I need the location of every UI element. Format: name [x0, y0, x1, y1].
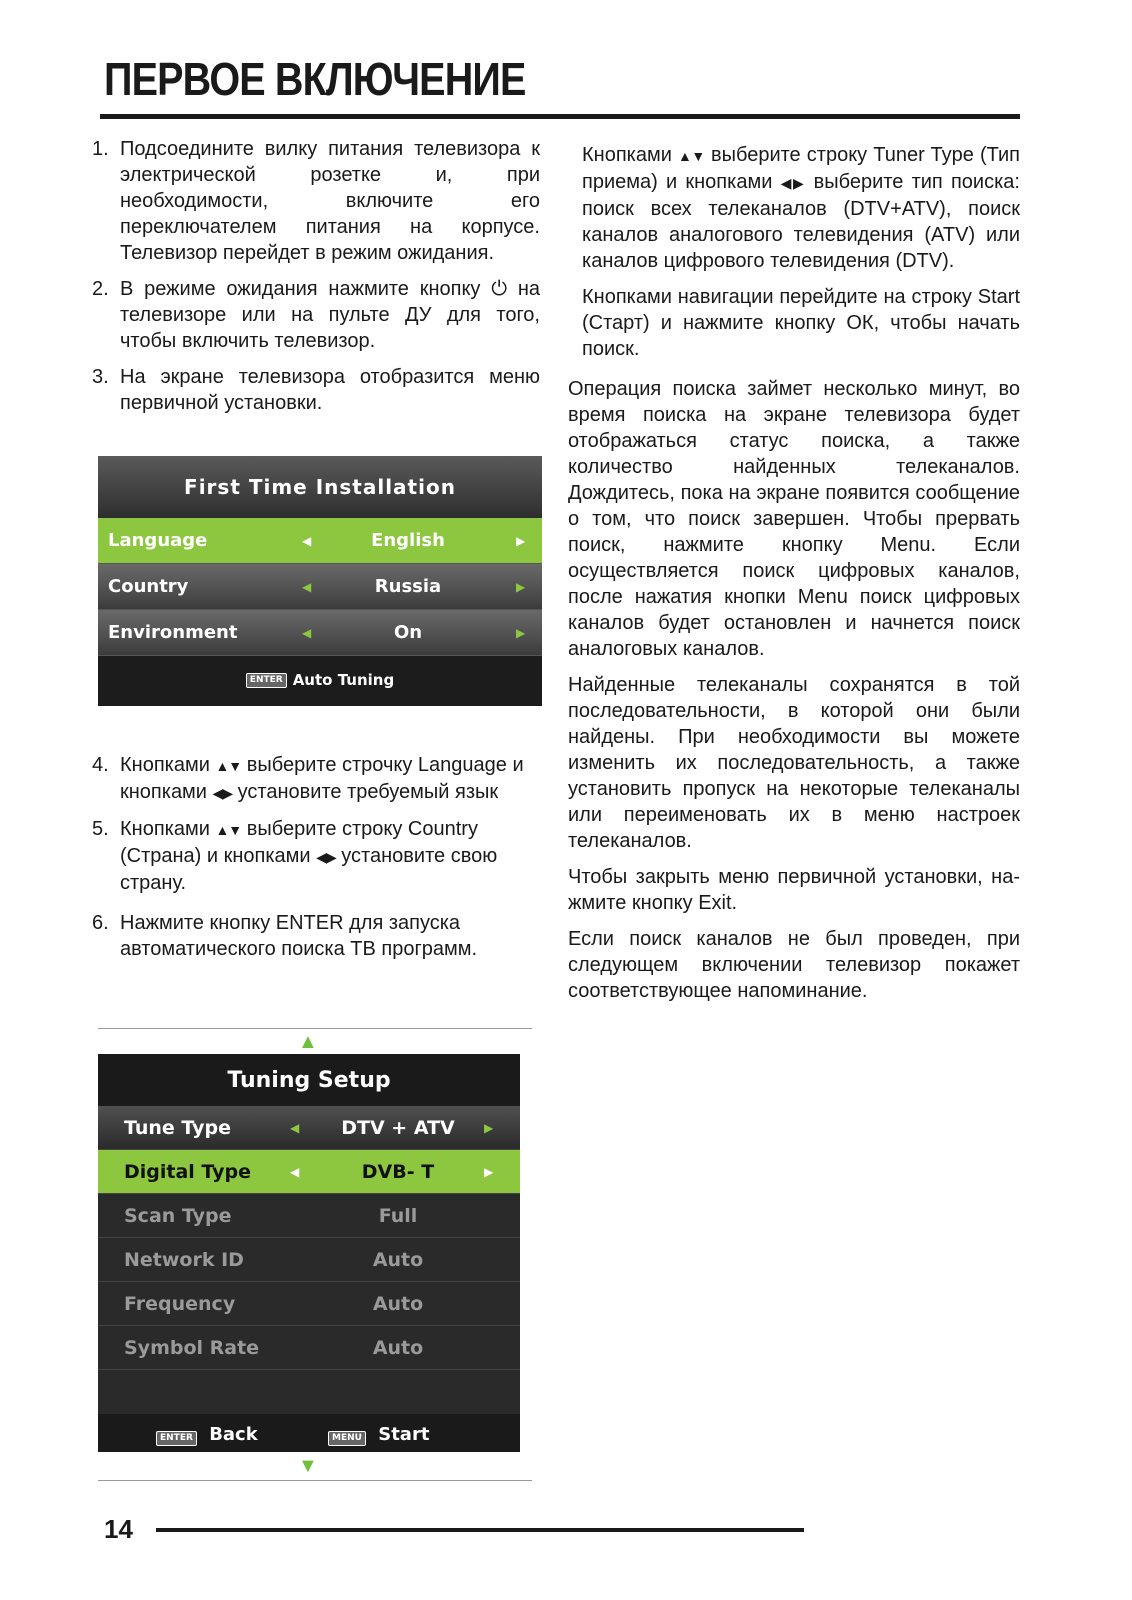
enter-key-icon: ENTER: [156, 1431, 197, 1446]
scroll-down-icon: ▼: [298, 1455, 318, 1477]
step-text-part: выберите строку Country (Страна) и кнопками: [120, 818, 478, 867]
step-6: [92, 910, 540, 962]
page-title: ПЕРВОЕ ВКЛЮЧЕНИЕ: [104, 53, 526, 105]
paragraph-channel-order: Найденные телеканалы сохранятся в той последовательности, в которой они были найдены. При необходимости вы можете изменить их последовательность, а также установить пропуск на некоторые телеканалы или переименовать их в меню настроек телеканалов.: [568, 674, 1020, 852]
para-text-part: выберите тип поиска: поиск всех телеканалов (DTV+ATV), поиск каналов аналогового телевидения (ATV) или каналов цифрового телевидения (DTV).: [582, 171, 1020, 272]
ts-row-value: Auto: [372, 1292, 424, 1315]
arrow-right-icon: ▶: [484, 1120, 494, 1135]
left-column-bottom: [92, 752, 540, 972]
ts-footer-start: [328, 1424, 429, 1446]
step-text: [120, 276, 540, 354]
left-column-top: [92, 136, 540, 426]
paragraph-start: Кнопками навигации перейдите на строку Start (Старт) и нажмите кнопку ОК, чтобы начать поиск.: [582, 286, 1020, 360]
step-text: На экране телевизора отобразится меню первичной установки.: [120, 366, 540, 414]
fti-row-label: Country: [108, 576, 189, 597]
paragraph-exit: Чтобы закрыть меню первичной установки, нажмите кнопку Exit.: [568, 866, 1020, 914]
step-text: Нажмите кнопку ENTER для запуска автоматического поиска ТВ программ.: [120, 912, 478, 960]
step-number: 3.: [92, 366, 109, 388]
power-icon: ⏻: [491, 278, 508, 300]
first-time-installation-screen: [98, 456, 542, 706]
ts-row-label: Tune Type: [124, 1116, 232, 1139]
step-text: [120, 816, 540, 896]
arrow-left-icon: ◀: [302, 625, 312, 640]
ts-row-value: DVB- T: [361, 1160, 435, 1183]
ts-footer-back: [156, 1424, 258, 1446]
left-right-arrows-icon: ◀▶: [780, 175, 806, 191]
ts-row-tune-type: [98, 1106, 520, 1150]
step-text-part: кнопками: [120, 781, 207, 803]
step-number: 4.: [92, 754, 109, 776]
step-text-part: Кнопками: [120, 754, 210, 776]
step-text: Подсоедините вилку питания телевизора к электрической розетке и, при необходимости, включите его переключателем питания на корпусе. Телевизор перейдет в режим ожидания.: [120, 138, 540, 264]
ts-footer-start-label: Start: [378, 1424, 430, 1445]
ts-row-symbol-rate: [98, 1326, 520, 1370]
step-4: [92, 752, 540, 806]
ts-footer: [98, 1414, 520, 1456]
step-3: [92, 364, 540, 416]
ts-row-value: Full: [378, 1204, 418, 1227]
fti-row-environment: [98, 610, 542, 656]
left-right-arrows-icon: ◀▶: [316, 849, 336, 865]
ts-row-scan-type: [98, 1194, 520, 1238]
fti-row-value: On: [393, 622, 423, 643]
step-number: 2.: [92, 278, 109, 300]
arrow-right-icon: ▶: [484, 1164, 494, 1179]
enter-key-icon: ENTER: [246, 673, 287, 688]
arrow-right-icon: ▶: [516, 625, 526, 640]
left-right-arrows-icon: ◀▶: [212, 785, 233, 801]
fti-row-country: [98, 564, 542, 610]
fti-footer-label: Auto Tuning: [292, 671, 395, 689]
ts-row-label: Frequency: [124, 1292, 236, 1315]
ts-row-value: Auto: [372, 1336, 424, 1359]
ts-row-digital-type: [98, 1150, 520, 1194]
step-number: 6.: [92, 912, 109, 934]
para-text-part: выберите строку Tuner Type (Тип приема) и кнопками: [582, 144, 1021, 193]
step-text-part: на телевизоре или на пульте ДУ для того, чтобы включить телевизор.: [120, 278, 540, 352]
ts-row-value: Auto: [372, 1248, 424, 1271]
ts-row-label: Network ID: [124, 1248, 244, 1271]
up-down-arrows-icon: ▲▼: [215, 758, 242, 774]
fti-footer: [98, 656, 542, 704]
title-underline: [100, 114, 1020, 119]
fti-row-language: [98, 518, 542, 564]
ts-row-frequency: [98, 1282, 520, 1326]
ts-footer-back-label: Back: [209, 1424, 258, 1445]
scroll-up-icon: ▲: [298, 1031, 318, 1053]
up-down-arrows-icon: ▲▼: [215, 822, 242, 838]
ts-empty-row: [98, 1370, 520, 1414]
ts-title: Tuning Setup: [227, 1067, 391, 1093]
arrow-left-icon: ◀: [290, 1120, 300, 1135]
ts-row-network-id: [98, 1238, 520, 1282]
ts-row-label: Symbol Rate: [124, 1336, 260, 1359]
step-5: [92, 816, 540, 896]
page-number: 14: [104, 1514, 133, 1544]
fti-row-label: Language: [108, 530, 208, 551]
footer-rule: [156, 1528, 804, 1532]
step-2: [92, 276, 540, 354]
para-text-part: Кнопками: [582, 144, 672, 166]
step-text-part: установите требуемый язык: [237, 781, 499, 803]
paragraph-tuner-type: [582, 142, 1020, 274]
step-text-part: Кнопками: [120, 818, 210, 840]
arrow-left-icon: ◀: [290, 1164, 300, 1179]
fti-title: First Time Installation: [98, 456, 542, 518]
fti-row-value: English: [371, 530, 445, 551]
right-column: [582, 142, 1020, 372]
step-text-part: установите свою страну.: [120, 845, 498, 894]
arrow-right-icon: ▶: [516, 579, 526, 594]
up-down-arrows-icon: ▲▼: [678, 148, 705, 164]
paragraph-search-progress: Операция поиска займет несколько минут, во время поиска на экране телевизора будет отображаться статус поиска, а также количество найденных телеканалов. Дождитесь, пока на экране появится сообщение о том, что поиск завершен. Чтобы прервать поиск, нажмите кнопку Menu. Если осуществляется поиск цифровых каналов, после нажатия кнопки Menu поиск цифровых каналов будет остановлен и начнется поиск аналоговых каналов.: [568, 378, 1020, 660]
ts-row-value: DTV + ATV: [341, 1116, 455, 1139]
step-1: [92, 136, 540, 266]
tuning-bottom-rule: [98, 1480, 532, 1481]
arrow-left-icon: ◀: [302, 533, 312, 548]
right-column-body: [568, 376, 1020, 1014]
step-text-part: выберите строчку Language и: [246, 754, 524, 776]
paragraph-reminder: Если поиск каналов не был проведен, при следующем включении телевизор покажет соответствующее напоминание.: [568, 928, 1020, 1002]
tuning-setup-screen: [98, 1054, 520, 1452]
step-text: [120, 752, 540, 806]
arrow-left-icon: ◀: [302, 579, 312, 594]
step-text-part: В режиме ожидания нажмите кнопку: [120, 278, 481, 300]
arrow-right-icon: ▶: [516, 533, 526, 548]
step-number: 1.: [92, 138, 109, 160]
menu-key-icon: MENU: [328, 1431, 366, 1446]
fti-row-label: Environment: [108, 622, 238, 643]
ts-row-label: Digital Type: [124, 1160, 252, 1183]
ts-row-label: Scan Type: [124, 1204, 232, 1227]
fti-row-value: Russia: [374, 576, 442, 597]
tuning-top-rule: [98, 1028, 532, 1029]
step-number: 5.: [92, 818, 109, 840]
